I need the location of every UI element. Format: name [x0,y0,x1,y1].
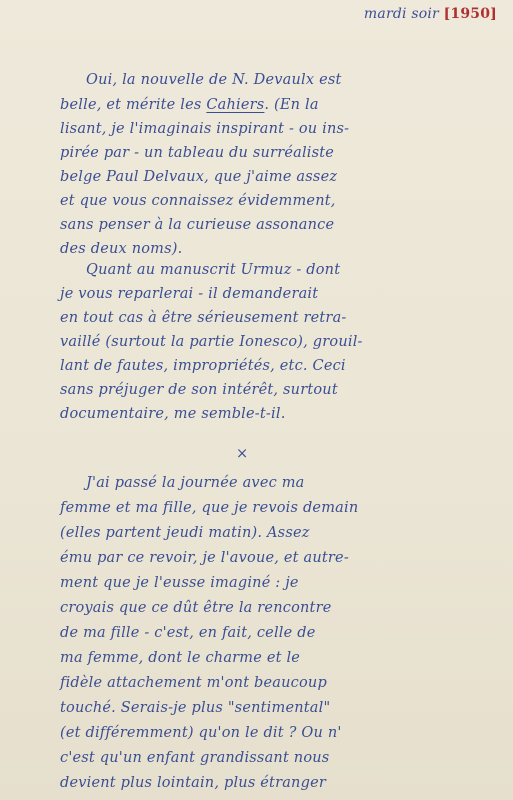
p2-line-4: vaillé (surtout la partie Ionesco), grouil- [60,334,363,350]
p2-line-2: je vous reparlerai - il demanderait [60,286,319,302]
p1-line-3: lisant, je l'imaginais inspirant - ou ins- [60,121,350,137]
p3-line-10: touché. Serais-je plus "sentimental" [60,700,331,716]
p3-line-4: ému par ce revoir, je l'avoue, et autre- [60,550,349,566]
p2-line-5: lant de fautes, impropriétés, etc. Ceci [60,358,346,374]
p1-line-8: des deux noms). [60,241,183,257]
p3-line-7: de ma fille - c'est, en fait, celle de [60,625,316,641]
cahiers-underlined: Cahiers [206,97,265,113]
p1-line-5: belge Paul Delvaux, que j'aime assez [60,169,338,185]
p3-line-13: devient plus lointain, plus étranger [60,775,326,791]
p3-line-11: (et différemment) qu'on le dit ? Ou n' [60,725,342,741]
p1-line-4: pirée par - un tableau du surréaliste [60,145,335,161]
p3-line-2: femme et ma fille, que je revois demain [60,500,359,516]
year-annotation: [1950] [443,6,497,22]
p3-line-12: c'est qu'un enfant grandissant nous [60,750,330,766]
p3-line-1: J'ai passé la journée avec ma [86,475,305,491]
p1-line-1: Oui, la nouvelle de N. Devaulx est [86,72,342,88]
section-separator: × [236,446,249,462]
p1-line-2-pre: belle, et mérite les [60,97,202,113]
p1-line-2 [60,97,319,113]
p3-line-9: fidèle attachement m'ont beaucoup [60,675,327,691]
letter-date [364,6,497,22]
p2-line-3: en tout cas à être sérieusement retra- [60,310,347,326]
p3-line-3: (elles partent jeudi matin). Assez [60,525,310,541]
date-text: mardi soir [363,6,439,22]
p3-line-8: ma femme, dont le charme et le [60,650,301,666]
p3-line-6: croyais que ce dût être la rencontre [60,600,332,616]
p1-line-6: et que vous connaissez évidemment, [60,193,336,209]
p1-line-2-post: . (En la [264,97,319,113]
p3-line-5: ment que je l'eusse imaginé : je [60,575,299,591]
p1-line-7: sans penser à la curieuse assonance [60,217,335,233]
p2-line-1: Quant au manuscrit Urmuz - dont [86,262,341,278]
p2-line-7: documentaire, me semble-t-il. [60,406,286,422]
p2-line-6: sans préjuger de son intérêt, surtout [60,382,338,398]
